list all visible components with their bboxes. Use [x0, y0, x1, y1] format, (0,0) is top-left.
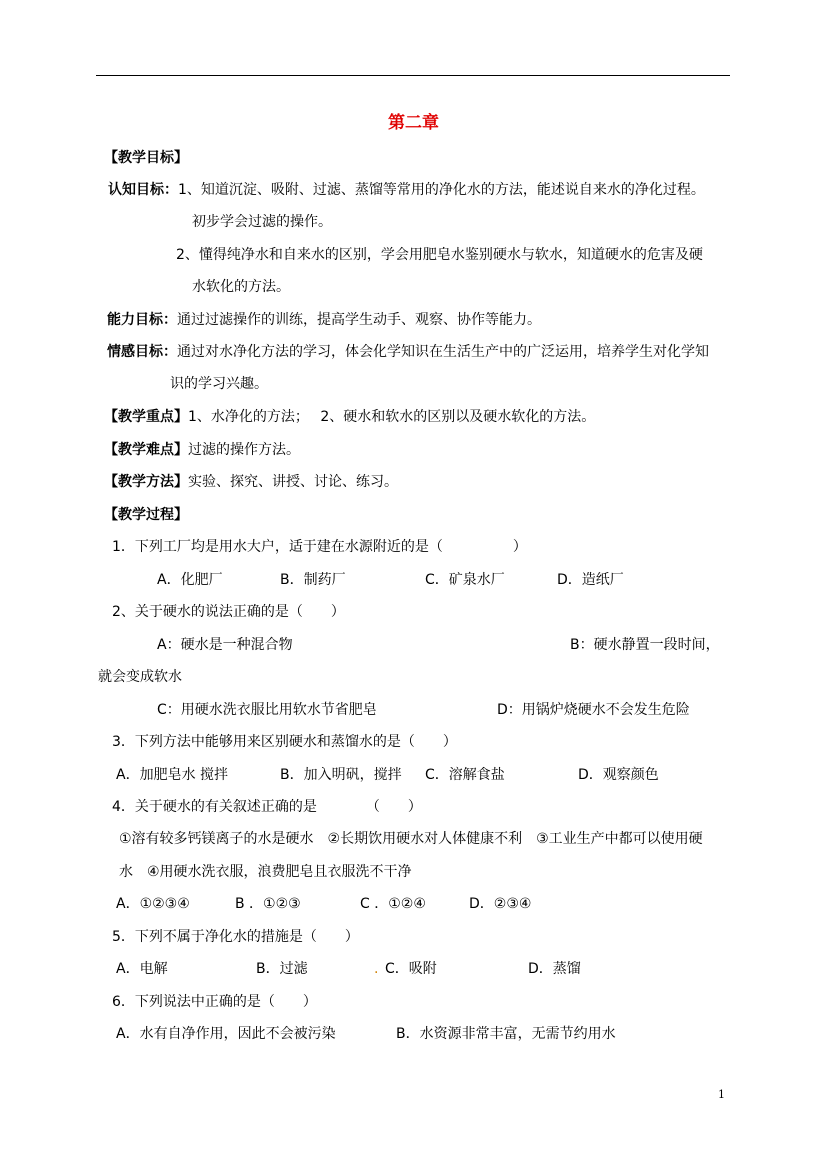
q1-option-b: B．制药厂 — [280, 572, 346, 588]
cognitive-item1-line1: 1、知道沉淀、吸附、过滤、蒸馏等常用的净化水的方法，能述说自来水的净化过程。 — [178, 182, 705, 198]
q5-stem: 5．下列不属于净化水的措施是（ ） — [112, 929, 359, 945]
q4-option-a: A．①②③④ — [116, 896, 190, 912]
page-number: 1 — [718, 1088, 725, 1101]
q3-option-b: B．加入明矾，搅拌 — [280, 767, 402, 783]
difficulties-label: 【教学难点】 — [104, 442, 188, 458]
process-heading: 【教学过程】 — [104, 507, 188, 523]
emotion-line2: 识的学习兴趣。 — [170, 376, 268, 392]
emotion-objective — [107, 342, 709, 362]
q1-option-d: D．造纸厂 — [557, 572, 624, 588]
key-points-text: 1、水净化的方法； 2、硬水和软水的区别以及硬水软化的方法。 — [188, 409, 596, 425]
methods — [104, 472, 398, 492]
q6-option-a: A．水有自净作用，因此不会被污染 — [116, 1026, 336, 1042]
ability-text: 通过过滤操作的训练，提高学生动手、观察、协作等能力。 — [177, 312, 541, 328]
cognitive-item2-line1: 2、懂得纯净水和自来水的区别，学会用肥皂水鉴别硬水与软水，知道硬水的危害及硬 — [176, 247, 703, 263]
q6-option-b: B．水资源非常丰富，无需节约用水 — [396, 1026, 616, 1042]
q4-stem: 4．关于硬水的有关叙述正确的是 （ ） — [112, 799, 422, 815]
header-rule — [96, 75, 730, 76]
q2-option-c: C：用硬水洗衣服比用软水节省肥皂 — [157, 702, 377, 718]
difficulties-text: 过滤的操作方法。 — [188, 442, 300, 458]
q4-option-d: D．②③④ — [469, 896, 532, 912]
page-title: 第二章 — [388, 113, 439, 133]
cognitive-item1-line2: 初步学会过滤的操作。 — [192, 214, 332, 230]
emotion-line1: 通过对水净化方法的学习，体会化学知识在生活生产中的广泛运用，培养学生对化学知 — [177, 344, 709, 360]
difficulties — [104, 440, 300, 460]
key-points-label: 【教学重点】 — [104, 409, 188, 425]
q5-option-a: A．电解 — [116, 961, 168, 977]
methods-text: 实验、探究、讲授、讨论、练习。 — [188, 474, 398, 490]
cognitive-objective — [108, 180, 705, 200]
q2-option-b-cont: 就会变成软水 — [98, 669, 182, 685]
q1-stem: 1．下列工厂均是用水大户，适于建在水源附近的是（ ） — [112, 539, 527, 555]
q4-option-b: B ．①②③ — [235, 896, 301, 912]
q5-option-c: C．吸附 — [385, 961, 437, 977]
emotion-label: 情感目标： — [107, 344, 177, 360]
q1-option-a: A．化肥厂 — [157, 572, 223, 588]
methods-label: 【教学方法】 — [104, 474, 188, 490]
q2-stem: 2、关于硬水的说法正确的是（ ） — [112, 604, 345, 620]
cognitive-label: 认知目标： — [108, 182, 178, 198]
q4-statements-line2: 水 ④用硬水洗衣服，浪费肥皂且衣服洗不干净 — [119, 864, 412, 880]
q6-stem: 6．下列说法中正确的是（ ） — [112, 994, 317, 1010]
q1-option-c: C．矿泉水厂 — [425, 572, 505, 588]
q4-statements-line1: ①溶有较多钙镁离子的水是硬水 ②长期饮用硬水对人体健康不利 ③工业生产中都可以使用硬 — [119, 831, 703, 847]
q5-stray-dot: . — [374, 961, 379, 977]
q2-option-d: D：用锅炉烧硬水不会发生危险 — [497, 702, 690, 718]
ability-label: 能力目标： — [107, 312, 177, 328]
q2-option-a: A：硬水是一种混合物 — [157, 637, 293, 653]
q3-stem: 3．下列方法中能够用来区别硬水和蒸馏水的是（ ） — [112, 734, 457, 750]
section-objectives-heading: 【教学目标】 — [104, 150, 188, 166]
q5-option-d: D．蒸馏 — [528, 961, 581, 977]
cognitive-item2-line2: 水软化的方法。 — [192, 279, 290, 295]
q2-option-b: B：硬水静置一段时间， — [570, 637, 720, 653]
ability-objective — [107, 310, 541, 330]
q3-option-a: A．加肥皂水 搅拌 — [116, 767, 229, 783]
q4-option-c: C ．①②④ — [360, 896, 426, 912]
q5-option-b: B．过滤 — [256, 961, 308, 977]
q3-option-c: C．溶解食盐 — [425, 767, 505, 783]
key-points — [104, 407, 595, 427]
q3-option-d: D．观察颜色 — [578, 767, 659, 783]
